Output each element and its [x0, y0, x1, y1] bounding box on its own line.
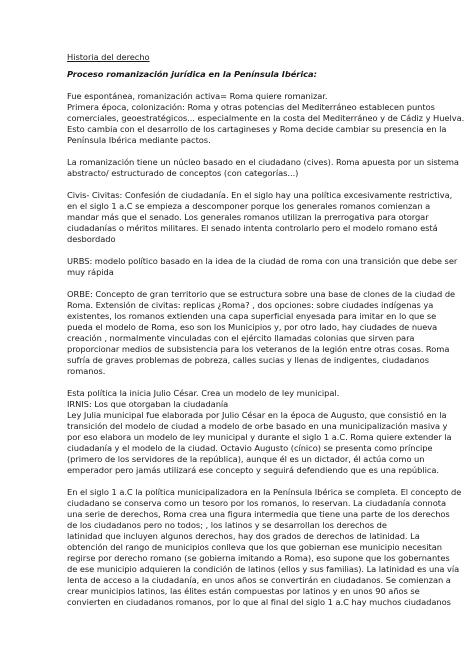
paragraph — [67, 256, 458, 278]
paragraph-line: mandar más que el senado. Los generales romanos utilizan la prerrogativa para otorgar — [67, 212, 429, 222]
paragraph-line: Ley Julia municipal fue elaborada por Julio César en la época de Augusto, que consistió en la — [67, 410, 447, 420]
paragraph-line: pueda el modelo de Roma, eso son los Municipios y, por otro lado, hay ciudades de nueva — [67, 322, 438, 332]
paragraph-line: muy rápida — [67, 267, 114, 277]
paragraph-line: desbordado — [67, 234, 116, 244]
paragraph-line: proporcionar medios de subsistencia para los veteranos de la legión entre otras cosas. Roma — [67, 344, 450, 354]
paragraph-line: ciudadanías o méritos militares. El senado intenta controlarlo pero el modelo romano está — [67, 223, 438, 233]
paragraph — [67, 388, 452, 476]
paragraph-line: Civis- Civitas: Confesión de ciudadanía. En el siglo hay una política excesivamente restrictiva, — [67, 190, 453, 200]
paragraph-line: comerciales, geoestratégicos... especialmente en la costa del Mediterráneo y de Cádiz y Huelva. — [67, 113, 465, 123]
document-body — [67, 91, 465, 608]
document-header: Historia del derecho — [67, 52, 150, 62]
paragraph-line: (primero de los servidores de la república), aunque él es un dictador, él actúa como un — [67, 454, 425, 464]
paragraph-line: en el siglo 1 a.C se empieza a descomponer porque los generales romanos comienzan a — [67, 201, 431, 211]
paragraph-line: En el siglo 1 a.C la política municipalizadora en la Península Ibérica se completa. El concepto de — [67, 487, 462, 497]
paragraph-line: regirse por derecho romano (se gobierna imitando a Roma), eso supone que los gobernantes — [67, 553, 450, 563]
paragraph-line: una serie de derechos, Roma crea una figura intermedia que tiene una parte de los derechos — [67, 509, 450, 519]
paragraph-line: Esto cambia con el desarrollo de los cartagineses y Roma decide cambiar su presencia en la — [67, 124, 447, 134]
paragraph-line: ORBE: Concepto de gran territorio que se estructura sobre una base de clones de la ciudad de — [67, 289, 456, 299]
paragraph-line: IRNIS: Los que otorgaban la ciudadanía — [67, 399, 229, 409]
paragraph — [67, 487, 462, 608]
paragraph-line: La romanización tiene un núcleo basado en el ciudadano (cives). Roma apuesta por un sistema — [67, 157, 459, 167]
paragraph-line: Fue espontánea, romanización activa= Roma quiere romanizar. — [67, 91, 328, 101]
paragraph-line: de los ciudadanos pero no todos; , los latinos y se desarrollan los derechos de — [67, 520, 387, 530]
paragraph-line: Primera época, colonización: Roma y otras potencias del Mediterráneo establecen puntos — [67, 102, 435, 112]
paragraph-line: transición del modelo de ciudad a modelo de orbe basado en una municipalización masiva y — [67, 421, 448, 431]
paragraph-line: creación , normalmente vinculadas con el ejército llamadas colonias que sirven para — [67, 333, 415, 343]
paragraph — [67, 91, 465, 146]
paragraph-line: abstracto/ estructurado de conceptos (con categorías...) — [67, 168, 299, 178]
paragraph-line: obtención del rango de municipios conlleva que los que gobiernan ese municipio necesitan — [67, 542, 442, 552]
paragraph-line: Esta política la inicia Julio César. Crea un modelo de ley municipal. — [67, 388, 340, 398]
paragraph — [67, 289, 456, 377]
paragraph-line: existentes, los romanos extienden una capa superficial enyesada para imitar en lo que se — [67, 311, 437, 321]
paragraph-line: sufría de graves problemas de pobreza, calles sucias y llenas de indigentes, ciudadanos — [67, 355, 429, 365]
paragraph-line: emperador pero jamás utilizará ese concepto y seguirá defendiendo que es una república. — [67, 465, 439, 475]
document-title: Proceso romanización jurídica en la Península Ibérica: — [67, 69, 317, 79]
paragraph-line: URBS: modelo político basado en la idea de la ciudad de roma con una transición que debe ser — [67, 256, 458, 266]
paragraph-line: convierten en ciudadanos romanos, por lo que al final del siglo 1 a.C hay muchos ciudadanos — [67, 597, 451, 607]
paragraph-line: lenta de acceso a la ciudadanía, en unos años se convertirán en ciudadanos. Se comienzan a — [67, 575, 451, 585]
paragraph-line: Roma. Extensión de civitas: replicas ¿Roma? , dos opciones: sobre ciudades indígenas ya — [67, 300, 434, 310]
paragraph-line: por eso elabora un modelo de ley municipal y durante el siglo 1 a.C. Roma quiere extender la — [67, 432, 452, 442]
paragraph-line: latinidad que incluyen algunos derechos, hay dos grados de derechos de latinidad. La — [67, 531, 420, 541]
paragraph — [67, 157, 459, 179]
paragraph — [67, 190, 453, 245]
paragraph-line: Península Ibérica mediante pactos. — [67, 135, 211, 145]
paragraph-line: de ese municipio adquieren la condición de latinos (ellos y sus familias). La latinidad es una vía — [67, 564, 460, 574]
paragraph-line: ciudadano se conserva como un tesoro por los romanos, lo reservan. La ciudadanía connota — [67, 498, 446, 508]
paragraph-line: ciudadanía y el modelo de la ciudad. Octavio Augusto (cínico) se presenta como príncipe — [67, 443, 433, 453]
paragraph-line: crear municipios latinos, las élites están compuestas por latinos y en unos 90 años se — [67, 586, 420, 596]
paragraph-line: romanos. — [67, 366, 106, 376]
